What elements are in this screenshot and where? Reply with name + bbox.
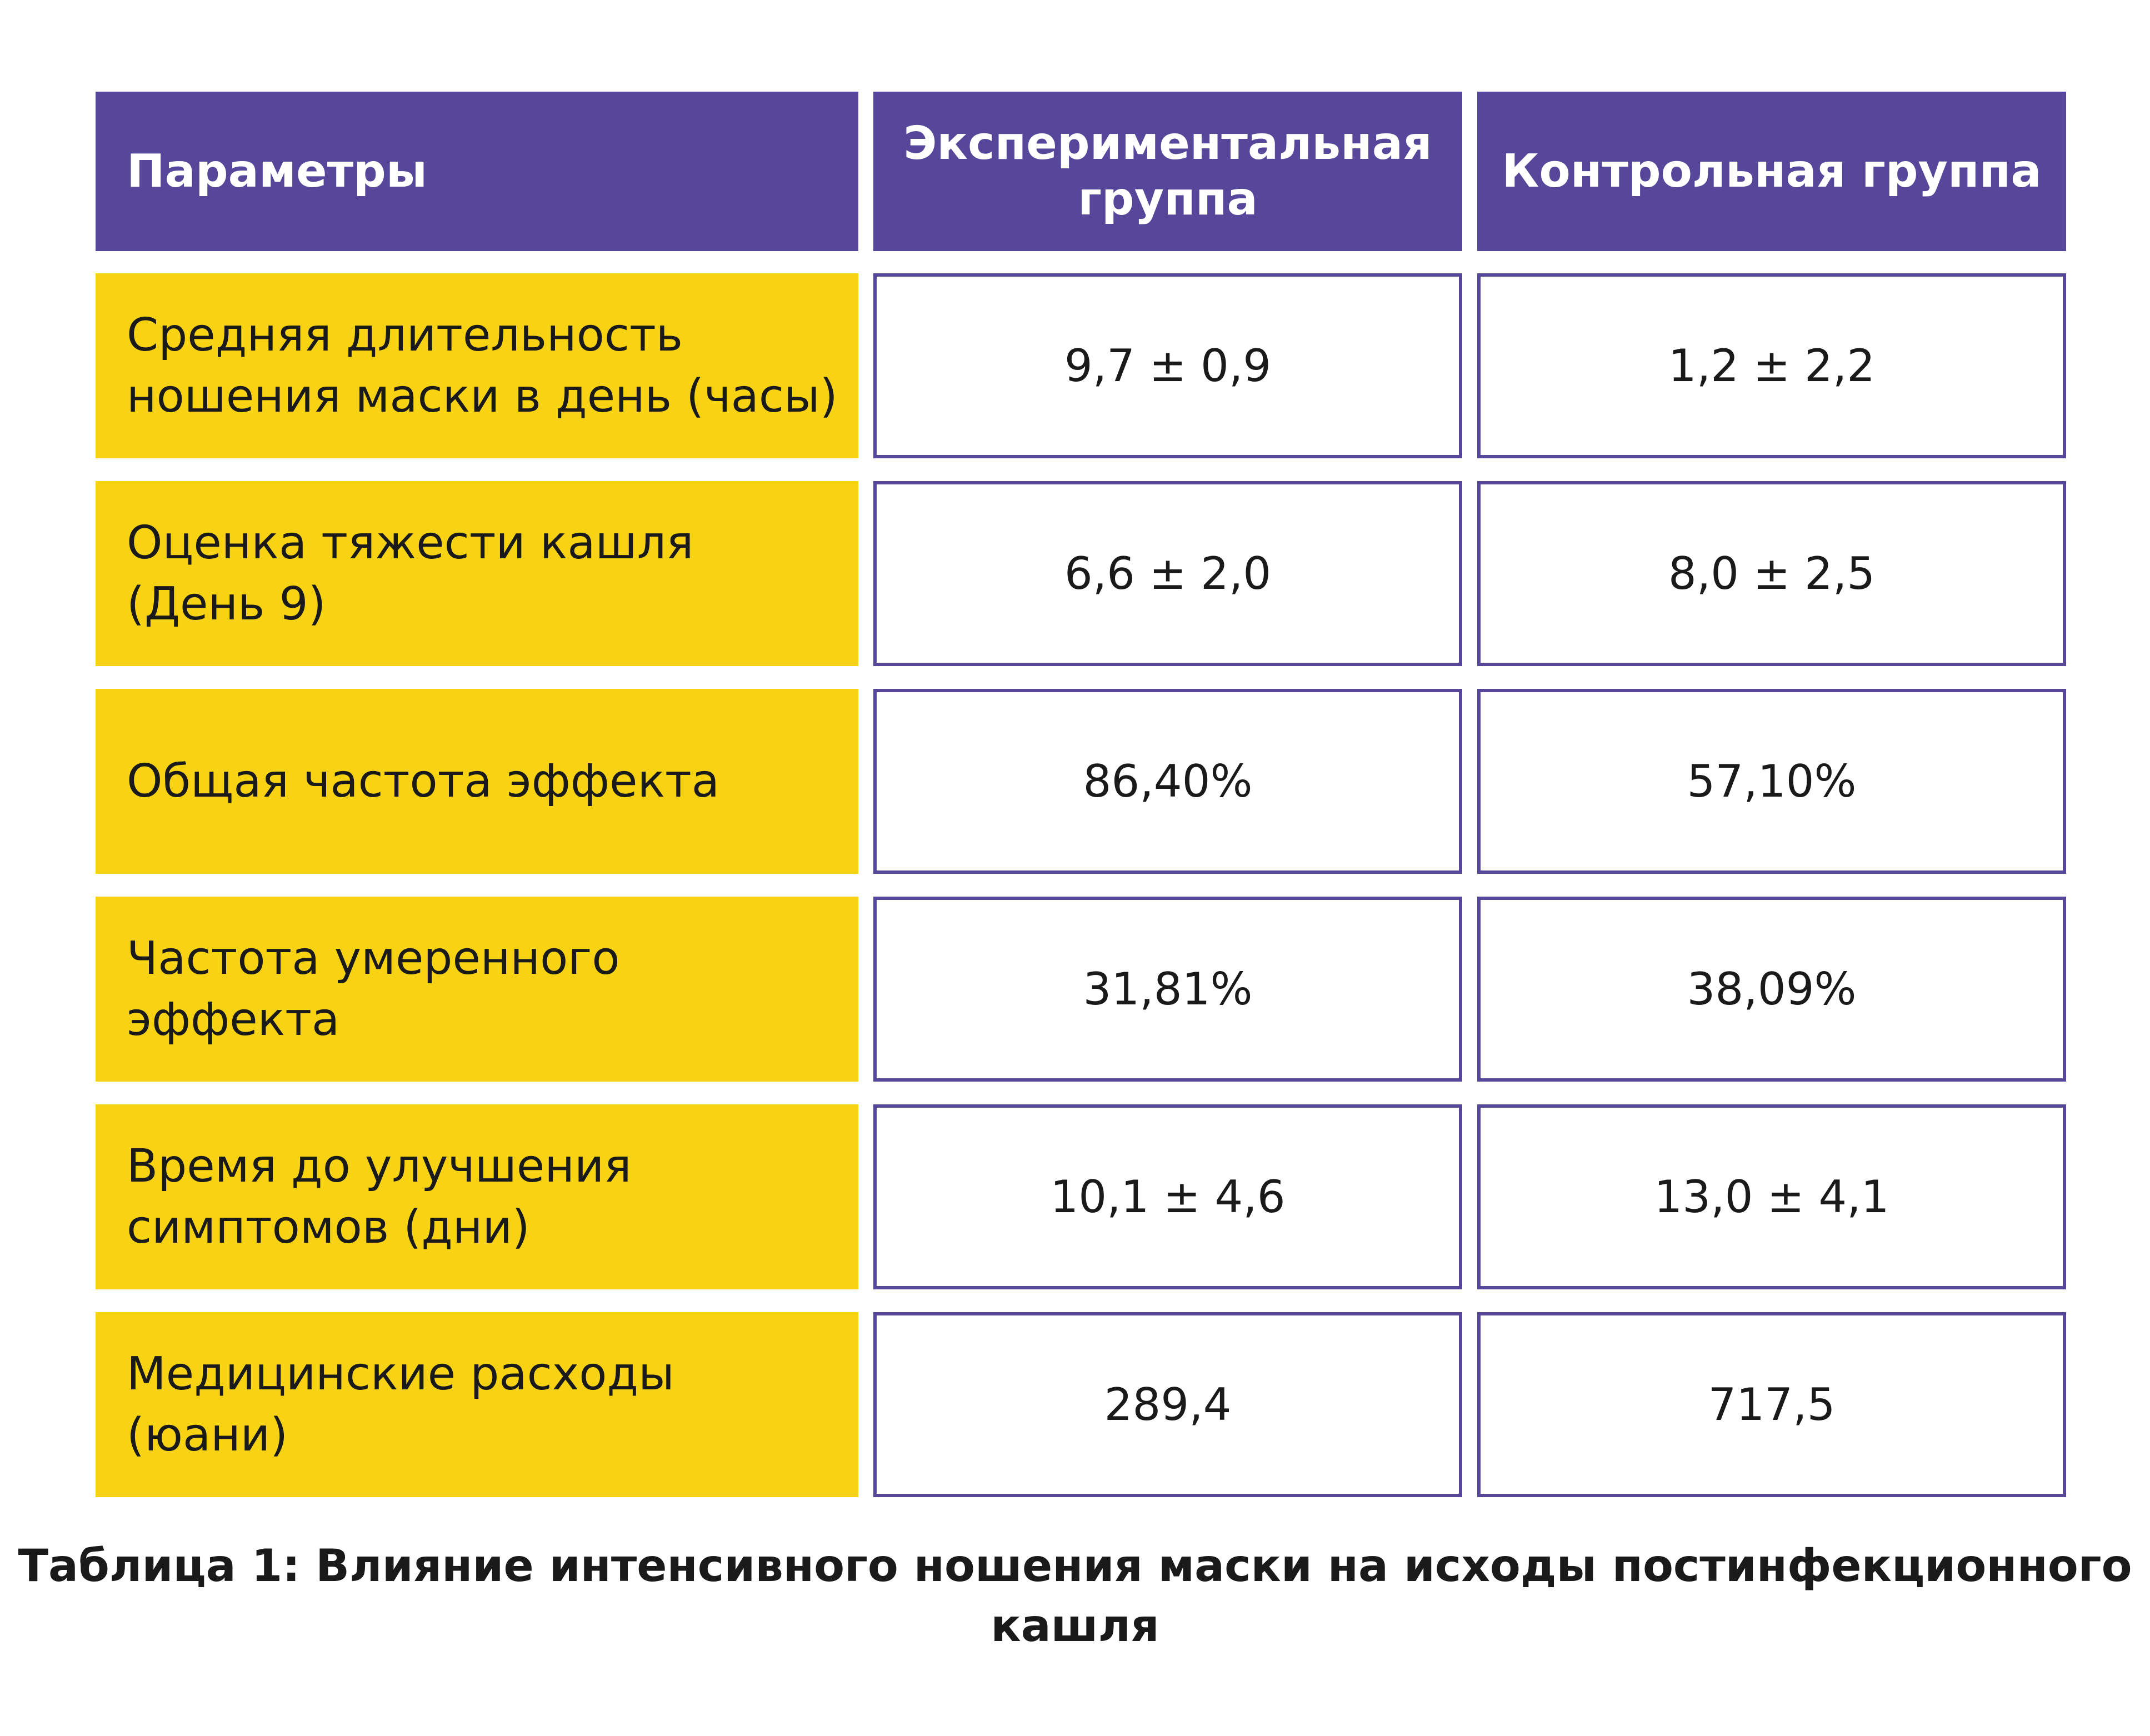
- row-param-cell: [96, 689, 858, 874]
- row-control-value: 13,0 ± 4,1: [1654, 1171, 1889, 1223]
- row-experimental-value: 9,7 ± 0,9: [1064, 340, 1272, 392]
- row-control-value: 1,2 ± 2,2: [1668, 340, 1876, 392]
- row-param-label: Общая частота эффекта: [127, 754, 720, 808]
- row-param-cell: [96, 897, 858, 1082]
- row-param-label: Медицинские расходы (юани): [127, 1347, 674, 1462]
- row-experimental-value: 31,81%: [1083, 963, 1253, 1015]
- row-experimental-cell: [873, 273, 1462, 458]
- row-control-value: 38,09%: [1687, 963, 1857, 1015]
- row-param-cell: [96, 1104, 858, 1289]
- row-control-cell: [1477, 273, 2066, 458]
- header-control-group: [1477, 92, 2066, 251]
- row-control-value: 57,10%: [1687, 756, 1857, 807]
- row-experimental-value: 6,6 ± 2,0: [1064, 548, 1272, 599]
- row-param-cell: [96, 481, 858, 666]
- results-table: [96, 92, 2066, 1520]
- header-parameters-label: Параметры: [127, 144, 428, 198]
- row-control-value: 8,0 ± 2,5: [1668, 548, 1876, 599]
- row-control-cell: [1477, 897, 2066, 1082]
- row-param-label: Оценка тяжести кашля (День 9): [127, 516, 694, 631]
- row-experimental-cell: [873, 689, 1462, 874]
- table-caption: [0, 1536, 2150, 1656]
- header-experimental-label: Экспериментальная группа: [903, 117, 1432, 226]
- row-param-cell: [96, 273, 858, 458]
- row-experimental-value: 10,1 ± 4,6: [1050, 1171, 1286, 1223]
- table-caption-text: Таблица 1: Влияние интенсивного ношения маски на исходы постинфекционного кашля: [18, 1540, 2132, 1652]
- row-experimental-value: 86,40%: [1083, 756, 1253, 807]
- row-experimental-cell: [873, 481, 1462, 666]
- row-param-label: Время до улучшения симптомов (дни): [127, 1139, 632, 1254]
- header-control-label: Контрольная группа: [1502, 144, 2042, 198]
- row-experimental-cell: [873, 1104, 1462, 1289]
- header-parameters: [96, 92, 858, 251]
- row-experimental-value: 289,4: [1104, 1379, 1232, 1430]
- row-experimental-cell: [873, 897, 1462, 1082]
- row-experimental-cell: [873, 1312, 1462, 1497]
- row-control-cell: [1477, 1104, 2066, 1289]
- row-control-cell: [1477, 481, 2066, 666]
- row-param-cell: [96, 1312, 858, 1497]
- row-param-label: Средняя длительность ношения маски в день (часы): [127, 308, 838, 423]
- row-param-label: Частота умеренного эффекта: [127, 932, 620, 1046]
- row-control-value: 717,5: [1708, 1379, 1836, 1430]
- row-control-cell: [1477, 689, 2066, 874]
- header-experimental-group: [873, 92, 1462, 251]
- row-control-cell: [1477, 1312, 2066, 1497]
